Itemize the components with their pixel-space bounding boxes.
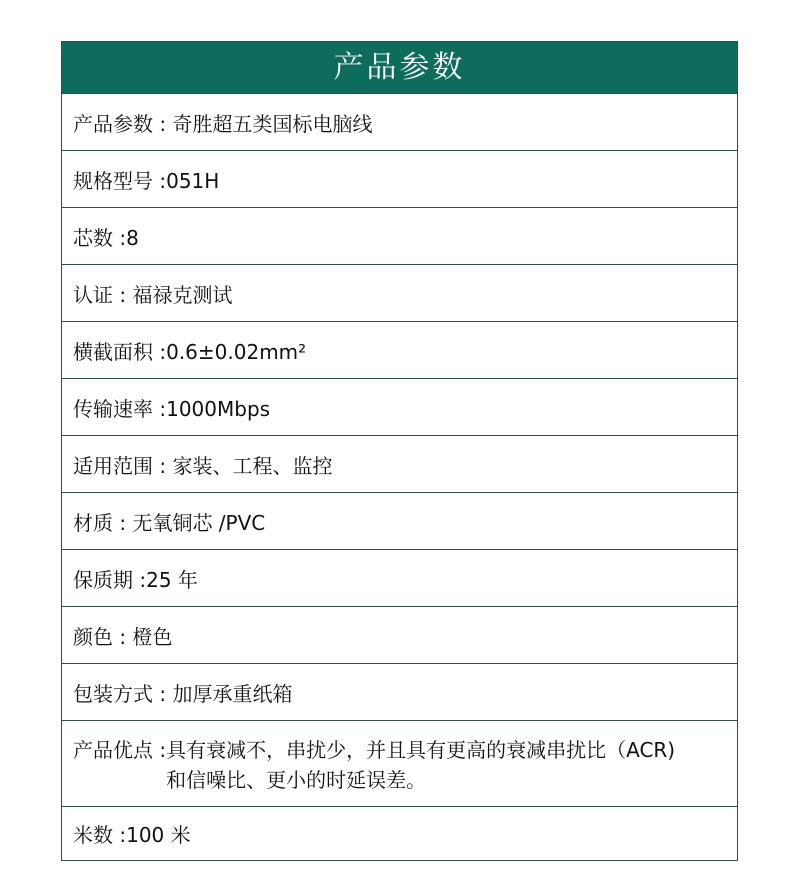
spec-row-text: 认证 : 福禄克测试 <box>73 282 233 307</box>
spec-row-cross-section <box>62 321 737 378</box>
advantages-block <box>73 735 675 795</box>
spec-row-text: 产品参数 : 奇胜超五类国标电脑线 <box>73 111 373 136</box>
spec-row-text: 米数 :100 米 <box>73 823 191 847</box>
advantages-line-2: 和信噪比、更小的时延误差。 <box>166 768 427 792</box>
spec-row-material <box>62 492 737 549</box>
product-spec-table <box>61 41 738 861</box>
advantages-line-1: 具有衰减不，串扰少，并且具有更高的衰减串扰比（ACR) <box>166 738 676 762</box>
spec-row-application <box>62 435 737 492</box>
spec-row-text: 规格型号 :051H <box>73 168 220 193</box>
spec-row-product-name <box>62 93 737 150</box>
spec-row-cores <box>62 207 737 264</box>
spec-row-transfer-rate <box>62 378 737 435</box>
spec-row-color <box>62 606 737 663</box>
spec-row-text: 颜色 : 橙色 <box>73 624 173 649</box>
spec-row-meters <box>62 806 737 860</box>
spec-row-text: 适用范围 : 家装、工程、监控 <box>73 453 333 478</box>
table-title: 产品参数 <box>62 42 737 93</box>
advantages-lines <box>166 735 675 795</box>
spec-row-certification <box>62 264 737 321</box>
spec-row-packaging <box>62 663 737 720</box>
spec-row-model <box>62 150 737 207</box>
spec-row-text: 横截面积 :0.6±0.02mm² <box>73 339 307 364</box>
spec-row-text: 芯数 :8 <box>73 225 139 250</box>
spec-row-warranty <box>62 549 737 606</box>
spec-row-text: 材质 : 无氧铜芯 /PVC <box>73 510 266 535</box>
spec-row-text: 保质期 :25 年 <box>73 567 198 592</box>
advantages-label: 产品优点 : <box>73 738 167 762</box>
spec-row-text: 包装方式 : 加厚承重纸箱 <box>73 681 293 706</box>
spec-row-text: 传输速率 :1000Mbps <box>73 396 271 421</box>
spec-row-advantages <box>62 720 737 806</box>
